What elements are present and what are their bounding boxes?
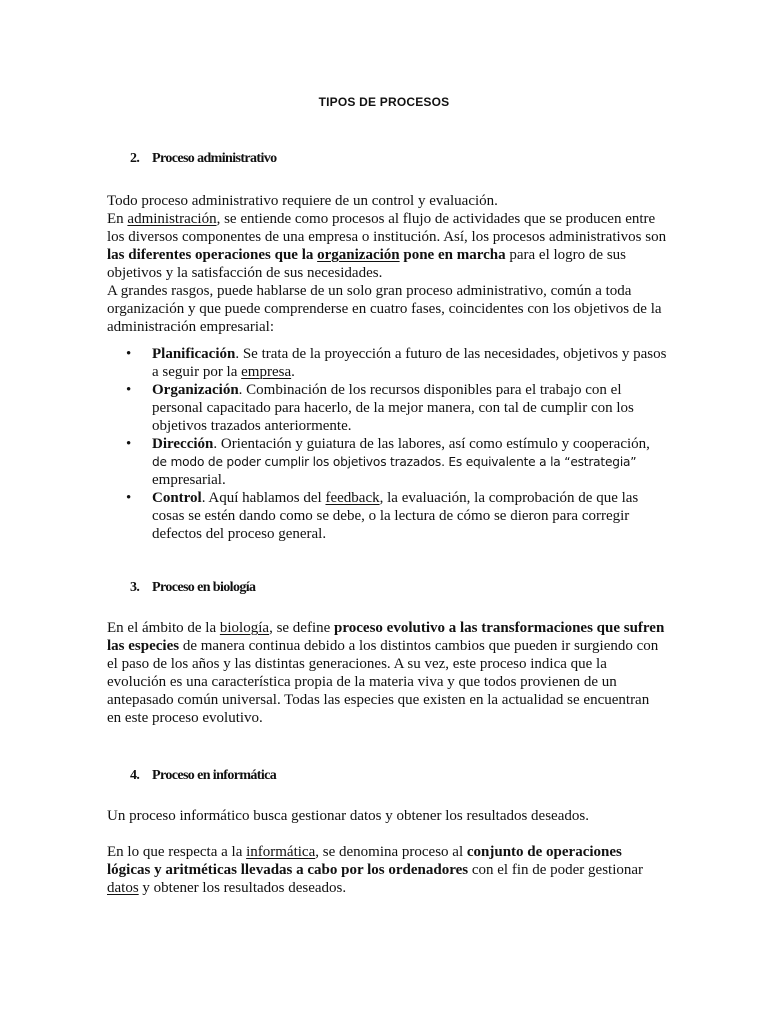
section-number: 4. — [130, 768, 140, 783]
section-number: 3. — [130, 580, 140, 595]
section-heading-administrativo — [130, 150, 277, 168]
list-item: • Dirección. Orientación y guiatura de las labores, así como estímulo y cooperación, de modo de poder cumplir los objetivos trazados. Es equivalente a la “estrategia” empresarial. — [126, 436, 650, 488]
empresa-link[interactable]: empresa — [241, 364, 292, 380]
bullet-icon: • — [126, 436, 132, 452]
paragraph: En el ámbito de la biología, se define proceso evolutivo a las transformaciones que sufren las especies de manera continua debido a los distintos cambios que pueden ir surgiendo con el paso de los años y las distintas generaciones. A su vez, este proceso indica que la evolución es una característica propia de la materia viva y que todos provienen de un antepasado común universal. Todas las especies que existen en la actualidad se encuentran en este proceso evolutivo. — [107, 620, 665, 726]
paragraph: A grandes rasgos, puede hablarse de un solo gran proceso administrativo, común a toda organización y que puede comprenderse en cuatro fases, coincidentes con los objetivos de la administración empresarial: — [107, 283, 662, 335]
section-heading-biologia — [130, 579, 255, 597]
paragraph: Un proceso informático busca gestionar datos y obtener los resultados deseados. — [107, 808, 589, 824]
paragraph: En lo que respecta a la informática, se denomina proceso al conjunto de operaciones lógicas y aritméticas llevadas a cabo por los ordenadores con el fin de poder gestionar datos y obtener los resultados deseados. — [107, 844, 644, 896]
bullet-icon: • — [126, 382, 132, 398]
feedback-link[interactable]: feedback — [325, 490, 380, 506]
bullet-icon: • — [126, 346, 132, 362]
section-heading-informatica — [130, 767, 276, 785]
section-body-biologia — [107, 619, 667, 727]
paragraph: Todo proceso administrativo requiere de un control y evaluación. En administración, se entiende como procesos al flujo de actividades que se producen entre los diversos componentes de una empresa o institución. Así, los procesos administrativos son las diferentes operaciones que la organización pone en marcha para el logro de sus objetivos y la satisfacción de sus necesidades. — [107, 193, 667, 281]
administracion-link[interactable]: administración — [127, 211, 217, 227]
informatica-link[interactable]: informática — [246, 844, 316, 860]
section-body-administrativo — [107, 192, 667, 336]
datos-link[interactable]: datos — [107, 880, 139, 896]
organizacion-link[interactable]: organización — [317, 247, 400, 263]
section-title: Proceso en biología — [152, 580, 256, 595]
section-number: 2. — [130, 151, 140, 166]
list-item: • Control. Aquí hablamos del feedback, la evaluación, la comprobación de que las cosas se estén dando como se debe, o la lectura de cómo se dieron para corregir defectos del proceso general. — [126, 490, 639, 542]
list-item: • Organización. Combinación de los recursos disponibles para el trabajo con el personal capacitado para hacerlo, de la mejor manera, con tal de cumplir con los objetivos trazados anteriormente. — [126, 382, 634, 434]
section-body-informatica — [107, 807, 667, 825]
biologia-link[interactable]: biología — [219, 620, 270, 636]
section-title: Proceso en informática — [152, 768, 277, 783]
section-body-informatica-2 — [107, 843, 667, 897]
bullet-icon: • — [126, 490, 132, 506]
page-title: TIPOS DE PROCESOS — [318, 95, 450, 109]
phases-list — [107, 345, 667, 543]
list-item: • Planificación. Se trata de la proyección a futuro de las necesidades, objetivos y pasos a seguir por la empresa. — [126, 346, 667, 380]
section-title: Proceso administrativo — [152, 151, 277, 166]
